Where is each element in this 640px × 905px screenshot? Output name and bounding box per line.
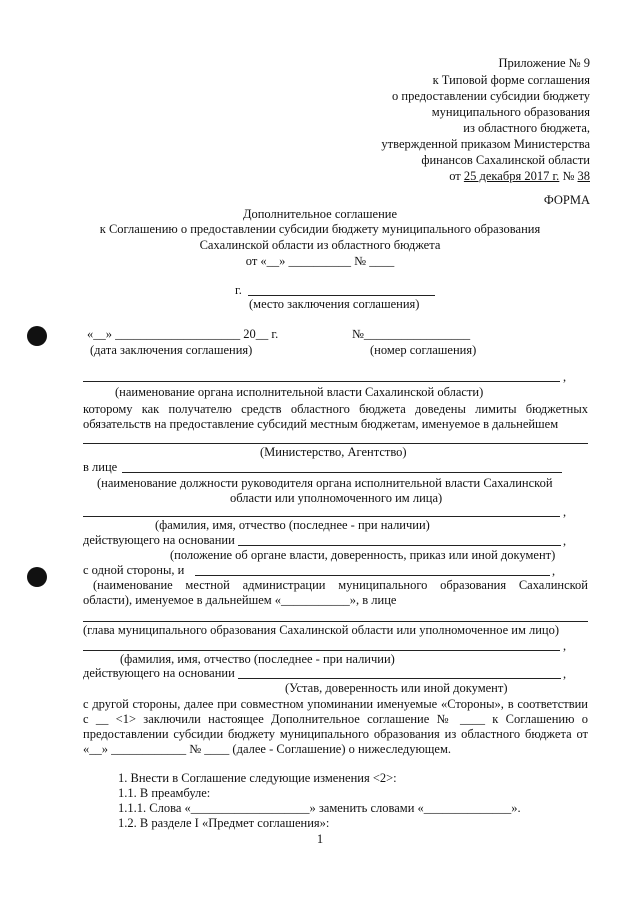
title-line: Дополнительное соглашение: [242, 207, 398, 221]
comma: ,: [563, 667, 567, 681]
agreement-number: №_________________: [352, 327, 471, 341]
title-line: от «__» __________ № ____: [245, 254, 395, 268]
item-1-1-1: 1.1.1. Слова «___________________» заменить словами «______________».: [118, 801, 521, 815]
appendix-number-sign: №: [562, 169, 575, 183]
appendix-date: 25 декабря 2017 г.: [463, 169, 560, 183]
basis-caption: (Устав, доверенность или иной документ): [285, 681, 508, 695]
acting-basis-label: действующего на основании: [83, 666, 235, 680]
head-caption: области или уполномоченного им лица): [230, 491, 443, 505]
appendix-line: к Типовой форме соглашения: [432, 73, 590, 87]
form-label: ФОРМА: [543, 193, 590, 207]
comma: ,: [552, 564, 556, 578]
comma: ,: [563, 534, 567, 548]
basis2-blank-line[interactable]: [238, 678, 561, 679]
acting-basis-label: действующего на основании: [83, 533, 235, 547]
appendix-line: финансов Сахалинской области: [421, 153, 590, 167]
organ-blank-line[interactable]: [83, 381, 560, 382]
item-1-2: 1.2. В разделе I «Предмет соглашения»:: [118, 816, 330, 830]
appendix-line: о предоставлении субсидии бюджету: [392, 89, 590, 103]
head-caption: (наименование должности руководителя органа исполнительной власти Сахалинской: [97, 476, 553, 490]
appendix-line: Приложение № 9: [498, 56, 590, 70]
number-caption: (номер соглашения): [370, 343, 477, 357]
head-mo-blank-line[interactable]: [83, 621, 588, 622]
appendix-date-line: [449, 169, 590, 184]
appendix-number: 38: [577, 169, 590, 183]
place-prefix: г.: [235, 283, 242, 297]
comma: ,: [563, 370, 567, 384]
appendix-line: муниципального образования: [431, 105, 590, 119]
head-blank-line[interactable]: [122, 472, 562, 473]
comma: ,: [563, 639, 567, 653]
punch-hole: [27, 326, 47, 346]
appendix-line: утвержденной приказом Министерства: [381, 137, 590, 151]
appendix-line: из областного бюджета,: [463, 121, 590, 135]
appendix-date-prefix: от: [449, 169, 461, 183]
agreement-date: «__» ____________________ 20__ г.: [87, 327, 279, 341]
organ-caption: (наименование органа исполнительной власти Сахалинской области): [115, 385, 484, 399]
in-person-label: в лице: [83, 460, 118, 474]
fio-caption: (фамилия, имя, отчество (последнее - при наличии): [120, 652, 395, 666]
one-side-label: с одной стороны, и: [83, 563, 185, 577]
place-caption: (место заключения соглашения): [249, 297, 420, 311]
comma: ,: [563, 505, 567, 519]
head-mo-caption: (глава муниципального образования Сахалинской области или уполномоченное им лицо): [83, 623, 560, 637]
local-admin-blank-line[interactable]: [195, 575, 550, 576]
date-caption: (дата заключения соглашения): [90, 343, 253, 357]
fio-caption: (фамилия, имя, отчество (последнее - при наличии): [155, 518, 430, 532]
ministry-caption: (Министерство, Агентство): [260, 445, 407, 459]
fio2-blank-line[interactable]: [83, 650, 560, 651]
title-line: Сахалинской области из областного бюджета: [199, 238, 441, 252]
fio-blank-line[interactable]: [83, 516, 560, 517]
basis-blank-line[interactable]: [238, 545, 561, 546]
ministry-blank-line[interactable]: [83, 443, 588, 444]
title-line: к Соглашению о предоставлении субсидии бюджету муниципального образования: [99, 222, 541, 236]
place-blank-line[interactable]: [248, 295, 435, 296]
basis-caption: (положение об органе власти, доверенность, приказ или иной документ): [170, 548, 556, 562]
item-1: 1. Внести в Соглашение следующие изменения <2>:: [118, 771, 397, 785]
page-number: 1: [316, 832, 324, 846]
local-admin-caption: (наименование местной администрации муниципального образования Сахалинской области), именуемое в дальнейшем «___________», в лице: [83, 578, 588, 607]
punch-hole: [27, 567, 47, 587]
paragraph-limits: которому как получателю средств областного бюджета доведены лимиты бюджетных обязательств на предоставление субсидий местным бюджетам, именуемое в дальнейшем: [83, 402, 588, 431]
paragraph-parties: с другой стороны, далее при совместном упоминании именуемые «Стороны», в соответствии с __ <1> заключили настоящее Дополнительное соглашение № ____ к Соглашению о предоставлении субсидии бюджету муниципального образования из областного бюджета от «__» ____________ № ____ (далее - Соглашение) о нижеследующем.: [83, 697, 588, 756]
item-1-1: 1.1. В преамбуле:: [118, 786, 211, 800]
